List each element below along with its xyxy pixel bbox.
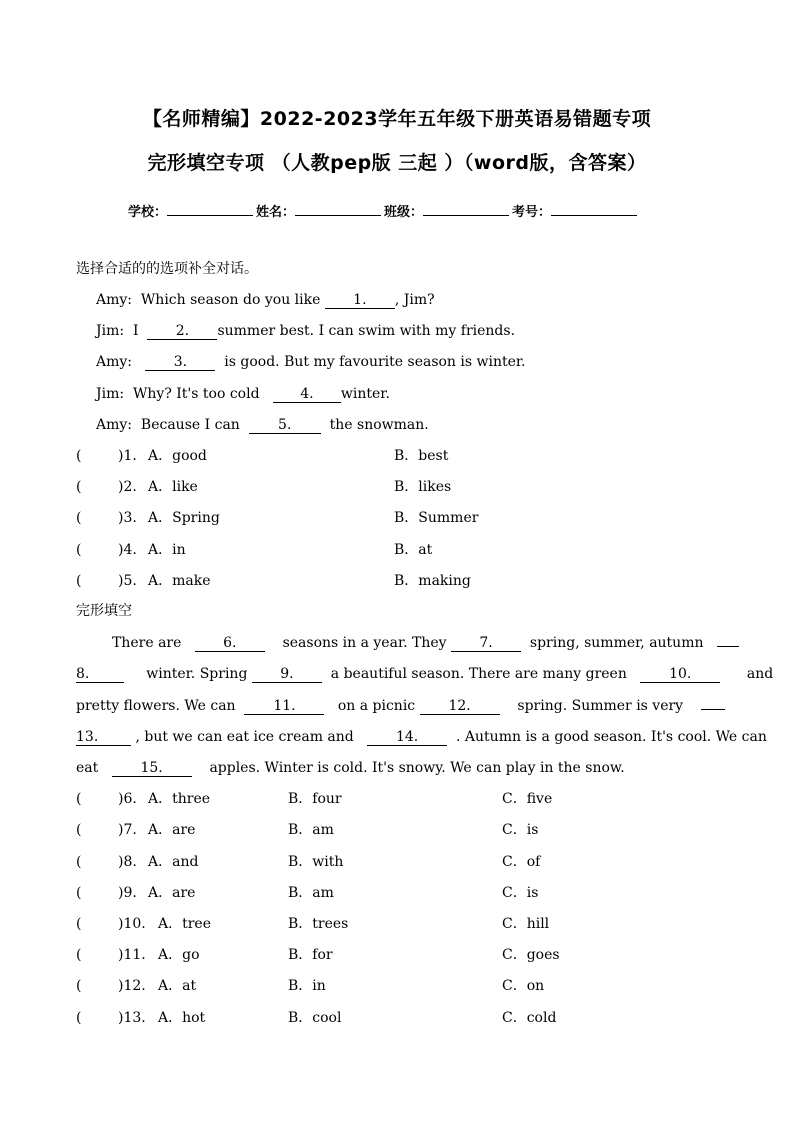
option-b[interactable]: B．best [394, 448, 449, 464]
option-a[interactable]: A．are [148, 822, 196, 838]
dialogue-line-4 [96, 385, 390, 403]
option-b[interactable]: B．am [288, 885, 334, 901]
passage-text: and [746, 666, 774, 682]
passage-line-4 [76, 728, 767, 746]
option-a[interactable]: A．tree [158, 916, 211, 932]
answer-bracket[interactable]: ( [76, 1010, 82, 1026]
question-number: )9. [118, 885, 137, 901]
answer-bracket[interactable]: ( [76, 510, 82, 526]
answer-bracket[interactable]: ( [76, 479, 82, 495]
blank-7[interactable]: 7. [451, 636, 521, 652]
section1-heading: 选择合适的的选项补全对话。 [76, 261, 258, 277]
option-a[interactable]: A．in [148, 542, 186, 558]
class-blank[interactable] [423, 203, 509, 216]
answer-bracket[interactable]: ( [76, 885, 82, 901]
blank-13[interactable]: 13. [76, 730, 131, 746]
option-c[interactable]: C．on [502, 978, 545, 994]
question-number: )10. [118, 916, 146, 932]
blank-8-start [717, 646, 739, 647]
answer-bracket[interactable]: ( [76, 573, 82, 589]
passage-text: . Autumn is a good season. It's cool. We can [456, 729, 767, 745]
dialogue-text: I [133, 323, 139, 339]
blank-11[interactable]: 11. [244, 699, 324, 715]
option-a[interactable]: A．are [148, 885, 196, 901]
option-a[interactable]: A．make [148, 573, 211, 589]
option-c[interactable]: C．of [502, 854, 541, 870]
passage-text: spring. Summer is very [517, 698, 684, 714]
dialogue-text: Why? It's too cold [133, 386, 260, 402]
class-label: 班级： [384, 205, 424, 220]
passage-text: on a picnic [337, 698, 416, 714]
answer-bracket[interactable]: ( [76, 448, 82, 464]
option-c[interactable]: C．five [502, 791, 553, 807]
speaker: Amy: [96, 417, 133, 433]
option-a[interactable]: A．at [158, 978, 197, 994]
dialogue-line-2 [96, 322, 515, 340]
speaker: Jim: [96, 323, 125, 339]
passage-text: , but we can eat ice cream and [135, 729, 354, 745]
dialogue-text: summer best. I can swim with my friends. [217, 323, 516, 339]
question-number: )6. [118, 791, 137, 807]
option-b[interactable]: B．Summer [394, 510, 479, 526]
option-b[interactable]: B．in [288, 978, 326, 994]
option-c[interactable]: C．is [502, 822, 539, 838]
option-a[interactable]: A．Spring [148, 510, 220, 526]
question-number: )2. [118, 479, 137, 495]
passage-text: winter. Spring [146, 666, 248, 682]
answer-bracket[interactable]: ( [76, 916, 82, 932]
option-a[interactable]: A．hot [158, 1010, 206, 1026]
option-c[interactable]: C．hill [502, 916, 550, 932]
exam-number-blank[interactable] [551, 203, 637, 216]
passage-text: apples. Winter is cold. It's snowy. We can play in the snow. [209, 760, 625, 776]
option-a[interactable]: A．like [148, 479, 198, 495]
answer-bracket[interactable]: ( [76, 542, 82, 558]
option-a[interactable]: A．go [158, 947, 200, 963]
blank-12[interactable]: 12. [420, 699, 500, 715]
name-blank[interactable] [295, 203, 381, 216]
answer-bracket[interactable]: ( [76, 854, 82, 870]
dialogue-line-5 [96, 416, 429, 434]
option-a[interactable]: A．and [148, 854, 199, 870]
passage-text: a beautiful season. There are many green [330, 666, 627, 682]
question-number: )5. [118, 573, 137, 589]
blank-13-start [701, 709, 725, 710]
blank-8[interactable]: 8. [76, 667, 124, 683]
student-info-row [128, 201, 640, 220]
option-b[interactable]: B．four [288, 791, 342, 807]
dialogue-line-3 [96, 353, 526, 371]
option-c[interactable]: C．is [502, 885, 539, 901]
passage-line-3 [76, 697, 725, 715]
passage-text: spring, summer, autumn [529, 635, 704, 651]
dialogue-text: Because I can [140, 417, 240, 433]
dialogue-text: is good. But my favourite season is winter. [224, 354, 526, 370]
blank-9[interactable]: 9. [252, 667, 322, 683]
question-number: )12. [118, 978, 146, 994]
name-label: 姓名： [256, 205, 296, 220]
answer-bracket[interactable]: ( [76, 978, 82, 994]
option-b[interactable]: B．making [394, 573, 471, 589]
passage-text: There are [112, 635, 182, 651]
answer-bracket[interactable]: ( [76, 822, 82, 838]
blank-2[interactable]: 2. [147, 324, 217, 340]
question-number: )1. [118, 448, 137, 464]
blank-6[interactable]: 6. [195, 636, 265, 652]
question-number: )8. [118, 854, 137, 870]
question-number: )13. [118, 1010, 146, 1026]
blank-10[interactable]: 10. [640, 667, 720, 683]
question-number: )4. [118, 542, 137, 558]
question-number: )11. [118, 947, 146, 963]
option-a[interactable]: A．good [148, 448, 207, 464]
section2-heading: 完形填空 [76, 603, 132, 619]
passage-line-5 [76, 759, 625, 777]
question-number: )7. [118, 822, 137, 838]
blank-5[interactable]: 5. [249, 418, 321, 434]
passage-line-1 [112, 634, 739, 652]
option-c[interactable]: C．goes [502, 947, 560, 963]
speaker: Amy: [96, 292, 133, 308]
blank-3[interactable]: 3. [145, 355, 215, 371]
dialogue-text: the snowman. [329, 417, 429, 433]
answer-bracket[interactable]: ( [76, 947, 82, 963]
dialogue-text: Which season do you like [140, 292, 321, 308]
blank-15[interactable]: 15. [112, 761, 192, 777]
option-c[interactable]: C．cold [502, 1010, 557, 1026]
option-b[interactable]: B．trees [288, 916, 349, 932]
dialogue-line-1 [96, 291, 435, 309]
school-label: 学校： [128, 205, 168, 220]
blank-14[interactable]: 14. [367, 730, 447, 746]
school-blank[interactable] [167, 203, 253, 216]
passage-line-2 [76, 665, 773, 683]
dialogue-text: , Jim? [394, 292, 435, 308]
option-b[interactable]: B．with [288, 854, 344, 870]
speaker: Amy: [96, 354, 133, 370]
speaker: Jim: [96, 386, 125, 402]
answer-bracket[interactable]: ( [76, 791, 82, 807]
question-number: )3. [118, 510, 137, 526]
exam-number-label: 考号： [512, 205, 552, 220]
option-b[interactable]: B．cool [288, 1010, 342, 1026]
option-b[interactable]: B．am [288, 822, 334, 838]
dialogue-text: winter. [340, 386, 390, 402]
blank-1[interactable]: 1. [325, 293, 395, 309]
document-title-line-1: 【名师精编】2022-2023学年五年级下册英语易错题专项 [142, 108, 652, 130]
passage-text: seasons in a year. They [282, 635, 447, 651]
option-b[interactable]: B．likes [394, 479, 452, 495]
blank-4[interactable]: 4. [273, 387, 341, 403]
option-b[interactable]: B．at [394, 542, 433, 558]
passage-text: eat [76, 760, 99, 776]
option-b[interactable]: B．for [288, 947, 333, 963]
document-title-line-2: 完形填空专项 （人教pep版 三起 ）（word版，含答案） [147, 152, 647, 174]
passage-text: pretty flowers. We can [76, 698, 236, 714]
option-a[interactable]: A．three [148, 791, 211, 807]
